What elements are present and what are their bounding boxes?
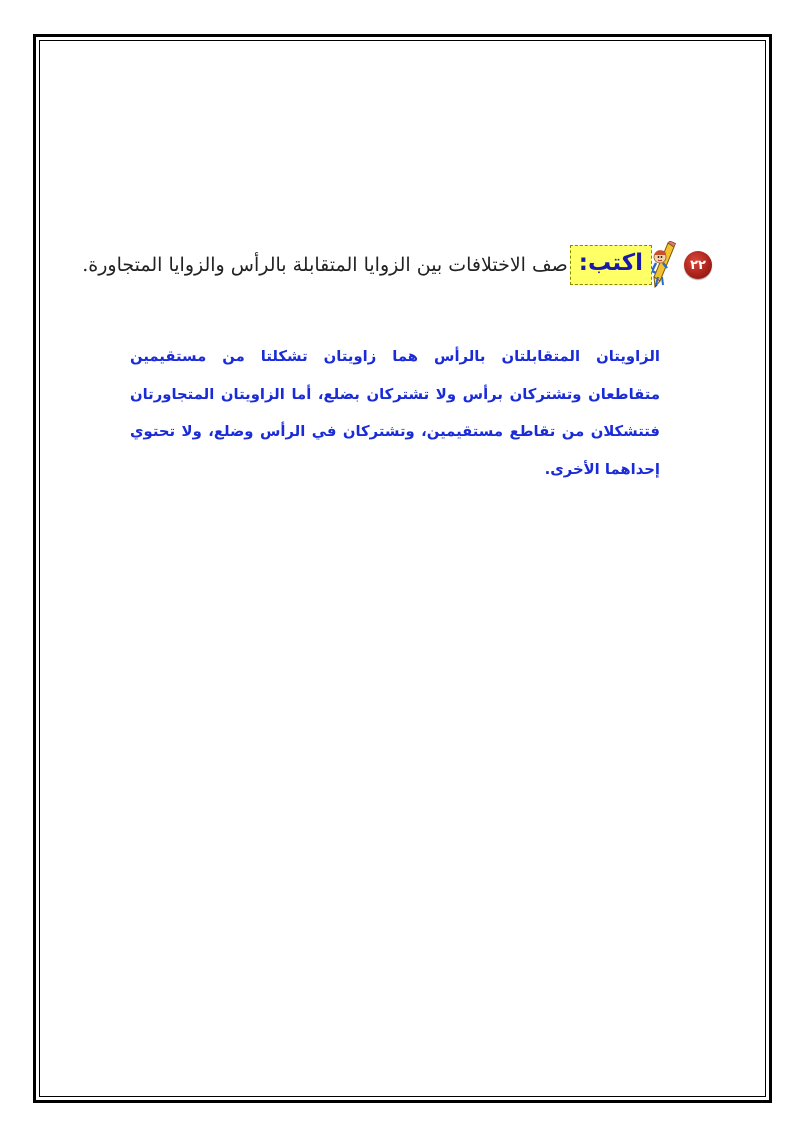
- question-number-badge: ٢٢: [684, 251, 712, 279]
- question-row: [82, 238, 712, 292]
- write-label-badge: اكتب:: [570, 245, 652, 285]
- question-prompt: صف الاختلافات بين الزوايا المتقابلة بالرأس والزوايا المتجاورة.: [82, 254, 568, 276]
- page-border-inner: [39, 40, 766, 1097]
- pencil-character-icon: [648, 241, 678, 289]
- answer-paragraph: الزاويتان المتقابلتان بالرأس هما زاويتان تشكلتا من مستقيمين متقاطعان وتشتركان برأس ولا تشتركان بضلع، أما الزاويتان المتجاورتان فتتشكلان من تقاطع مستقيمين، وتشتركان في الرأس وضلع، ولا تحتوي إحداهما الأخرى.: [130, 348, 660, 478]
